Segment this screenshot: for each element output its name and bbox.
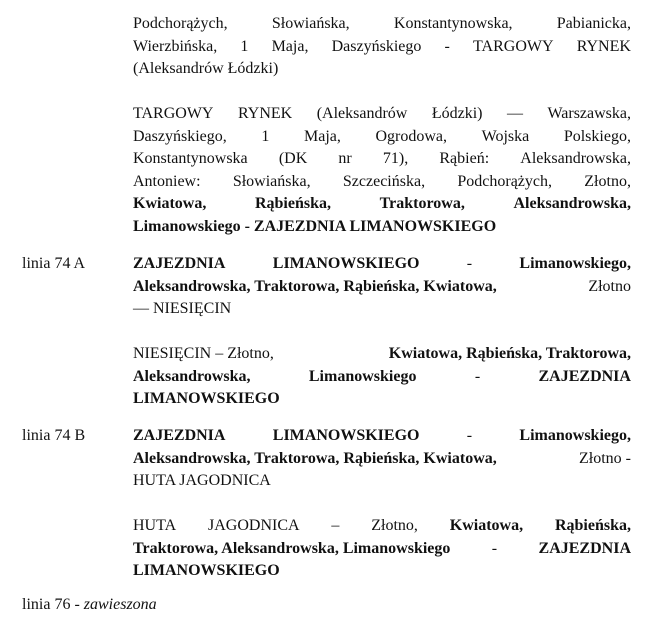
text-line (133, 253, 631, 276)
street-name: RYNEK (576, 37, 631, 55)
street-name: Złotno, (371, 517, 418, 534)
street-name: Daszyńskiego, (133, 127, 227, 145)
street-name: Warszawska, (547, 105, 631, 122)
route-paragraph (133, 13, 631, 81)
street-name: - (466, 255, 473, 272)
text-line (133, 276, 631, 299)
route-label-76 (22, 594, 157, 617)
text-line (133, 193, 631, 216)
route-paragraph (133, 425, 631, 493)
street-name: Słowiańska, (271, 15, 350, 32)
text-line (133, 36, 631, 59)
street-name: Wojska (481, 127, 530, 145)
street-name: Złotno, (584, 172, 631, 190)
route-paragraph (133, 343, 631, 411)
street-name: - (444, 37, 450, 55)
street-name: (Aleksandrów Łódzki) (133, 60, 279, 77)
street-name: (Aleksandrów (316, 105, 408, 122)
street-name-bold: Limanowskiego, (519, 427, 631, 444)
street-name: Maja, (303, 127, 341, 145)
street-name: Antoniew: (133, 172, 201, 190)
street-name-bold: Aleksandrowska, Traktorowa, Rąbieńska, Kwiatowa, (133, 449, 497, 467)
street-name-bold: Aleksandrowska, (513, 195, 631, 212)
text-line (133, 343, 631, 366)
street-name: NIESIĘCIN – Złotno, (133, 345, 274, 362)
text-line (133, 538, 631, 561)
street-name: — NIESIĘCIN (133, 300, 232, 317)
street-name: Maja, (271, 37, 309, 55)
text-line (133, 103, 631, 126)
street-name-bold: ZAJEZDNIA (538, 367, 631, 385)
street-name: Rąbień: (439, 150, 490, 167)
street-name-bold: Aleksandrowska, (133, 367, 251, 385)
text-line (133, 171, 631, 194)
street-name: 1 (240, 37, 249, 55)
street-name: Ogrodowa, (375, 127, 448, 145)
street-name-bold: Kwiatowa, Rąbieńska, Traktorowa, (388, 345, 631, 362)
street-name-bold: Rąbieńska, (554, 517, 631, 534)
text-line (133, 388, 631, 411)
street-name: Słowiańska, (232, 172, 311, 190)
route-paragraph (133, 103, 631, 238)
street-name-bold: Limanowskiego (308, 367, 417, 385)
street-name-bold: Limanowskiego - ZAJEZDNIA LIMANOWSKIEGO (133, 217, 497, 235)
street-name-bold: Kwiatowa, (449, 517, 524, 534)
street-name: 71), (382, 150, 409, 167)
street-name: RYNEK (237, 105, 293, 122)
street-name-bold: Traktorowa, Aleksandrowska, Limanowskiego (133, 539, 451, 557)
street-name: Polskiego, (563, 127, 631, 145)
street-name: - (491, 539, 498, 557)
street-name: Aleksandrowska, (520, 150, 631, 167)
street-name-bold: LIMANOWSKIEGO (272, 427, 420, 444)
street-name: HUTA JAGODNICA (133, 472, 271, 489)
street-name: HUTA (133, 517, 177, 534)
text-line (133, 126, 631, 149)
street-name: Złotno (588, 277, 631, 295)
text-line (133, 470, 631, 493)
street-name: TARGOWY (133, 105, 214, 122)
route-paragraph (133, 515, 631, 583)
street-name-bold: LIMANOWSKIEGO (133, 562, 280, 579)
text-line (133, 13, 631, 36)
street-name: Podchorążych, (457, 172, 552, 190)
street-name-bold: Limanowskiego, (519, 255, 631, 272)
street-name-bold: Aleksandrowska, Traktorowa, Rąbieńska, Kwiatowa, (133, 277, 497, 295)
street-name: Złotno - (579, 449, 631, 467)
street-name: Szczecińska, (342, 172, 426, 190)
street-name-bold: LIMANOWSKIEGO (272, 255, 420, 272)
street-name: (DK (278, 150, 308, 167)
street-name: Łódzki) (431, 105, 483, 122)
street-name-bold: ZAJEZDNIA (133, 427, 226, 444)
street-name: Konstantynowska (133, 150, 248, 167)
route-status-suspended: zawieszona (83, 596, 157, 613)
text-line (133, 560, 631, 583)
street-name: nr (338, 150, 352, 167)
street-name: Wierzbińska, (133, 37, 218, 55)
street-name: TARGOWY (473, 37, 554, 55)
route-label-76-text: linia 76 - (22, 596, 80, 613)
street-name-bold: Kwiatowa, (133, 195, 207, 212)
street-name: 1 (261, 127, 270, 145)
route-paragraph (133, 253, 631, 321)
route-label-74a: linia 74 A (22, 255, 86, 272)
street-name: – (331, 517, 340, 534)
street-name-bold: LIMANOWSKIEGO (133, 390, 280, 407)
street-name: Pabianicka, (556, 15, 631, 32)
street-name-bold: Rąbieńska, (254, 195, 331, 212)
text-line (133, 448, 631, 471)
street-name: Konstantynowska, (393, 15, 513, 32)
street-name-bold: ZAJEZDNIA (538, 539, 631, 557)
text-line (133, 148, 631, 171)
route-label-74b: linia 74 B (22, 427, 86, 444)
street-name: Daszyńskiego (331, 37, 422, 55)
text-line (133, 298, 631, 321)
street-name: Podchorążych, (133, 15, 228, 32)
text-line (133, 58, 631, 81)
text-line (133, 425, 631, 448)
text-line (133, 216, 631, 239)
street-name: — (506, 105, 523, 122)
street-name: - (466, 427, 473, 444)
text-line (133, 515, 631, 538)
text-line (133, 366, 631, 389)
street-name-bold: Traktorowa, (379, 195, 465, 212)
street-name: - (474, 367, 481, 385)
street-name: JAGODNICA (208, 517, 300, 534)
street-name-bold: ZAJEZDNIA (133, 255, 226, 272)
